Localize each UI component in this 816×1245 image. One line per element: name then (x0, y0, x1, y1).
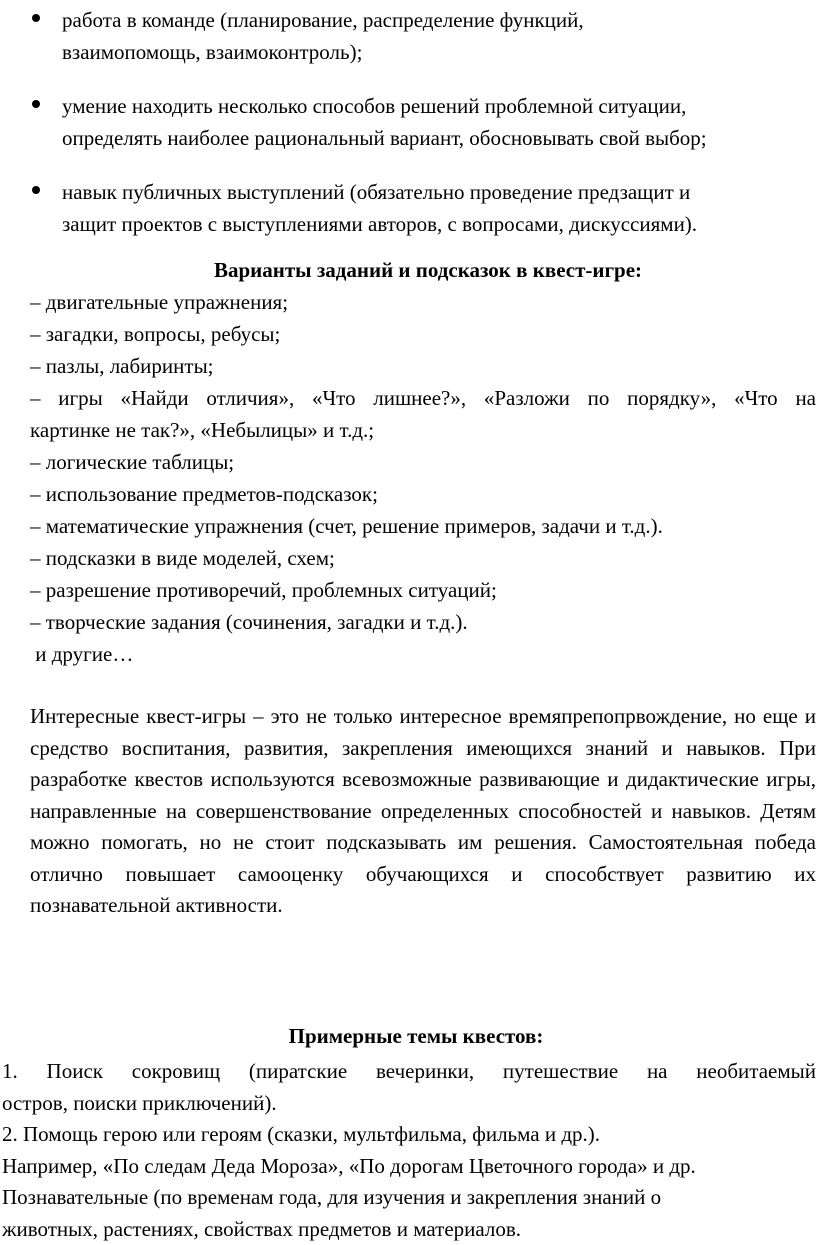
tasks-list (30, 286, 816, 670)
list-item: – творческие задания (сочинения, загадки и т.д.). (30, 606, 816, 638)
list-item: и другие… (30, 638, 816, 670)
bullet-line: работа в команде (планирование, распределение функций, (62, 4, 816, 36)
bullet-item (30, 4, 816, 68)
list-item: – загадки, вопросы, ребусы; (30, 318, 816, 350)
list-item: – игры «Найди отличия», «Что лишнее?», «Разложи по порядку», «Что на (30, 382, 816, 414)
theme-line: Например, «По следам Деда Мороза», «По дорогам Цветочного города» и др. (2, 1151, 816, 1183)
bullet-line: взаимопомощь, взаимоконтроль); (62, 36, 816, 68)
list-item: картинке не так?», «Небылицы» и т.д.; (30, 414, 816, 446)
bullet-item (30, 90, 816, 154)
body-paragraph: Интересные квест-игры – это не только интересное времяпрепопрвождение, но еще и средство воспитания, развития, закрепления имеющихся знаний и навыков. При разработке квестов используются всевозможные развивающие и дидактические игры, направленные на совершенствование определенных способностей и навыков. Детям можно помогать, но не стоит подсказывать им решения. Самостоятельная победа отлично повышает самооценку обучающихся и способствует развитию их познавательной активности. (30, 701, 816, 922)
bullet-line: навык публичных выступлений (обязательно проведение предзащит и (62, 176, 816, 208)
themes-list (2, 1056, 816, 1245)
theme-line: 1. Поиск сокровищ (пиратские вечеринки, путешествие на необитаемый (2, 1056, 816, 1088)
list-item: – подсказки в виде моделей, схем; (30, 542, 816, 574)
bullet-list (30, 4, 816, 262)
list-item: – разрешение противоречий, проблемных ситуаций; (30, 574, 816, 606)
bullet-line: определять наиболее рациональный вариант, обосновывать свой выбор; (62, 122, 816, 154)
section-heading-themes: Примерные темы квестов: (0, 1020, 816, 1052)
list-item: – пазлы, лабиринты; (30, 350, 816, 382)
bullet-line: защит проектов с выступлениями авторов, с вопросами, дискуссиями). (62, 208, 816, 240)
list-item: – логические таблицы; (30, 446, 816, 478)
theme-line: остров, поиски приключений). (2, 1088, 816, 1120)
theme-line: животных, растениях, свойствах предметов и материалов. (2, 1214, 816, 1245)
bullet-dot-icon (32, 100, 40, 108)
theme-line: Познавательные (по временам года, для изучения и закрепления знаний о (2, 1182, 816, 1214)
bullet-item (30, 176, 816, 240)
bullet-dot-icon (32, 186, 40, 194)
theme-line: 2. Помощь герою или героям (сказки, мультфильма, фильма и др.). (2, 1119, 816, 1151)
bullet-dot-icon (32, 14, 40, 22)
list-item: – использование предметов-подсказок; (30, 478, 816, 510)
list-item: – двигательные упражнения; (30, 286, 816, 318)
section-heading-tasks: Варианты заданий и подсказок в квест-игре: (0, 254, 816, 286)
bullet-line: умение находить несколько способов решений проблемной ситуации, (62, 90, 816, 122)
list-item: – математические упражнения (счет, решение примеров, задачи и т.д.). (30, 510, 816, 542)
